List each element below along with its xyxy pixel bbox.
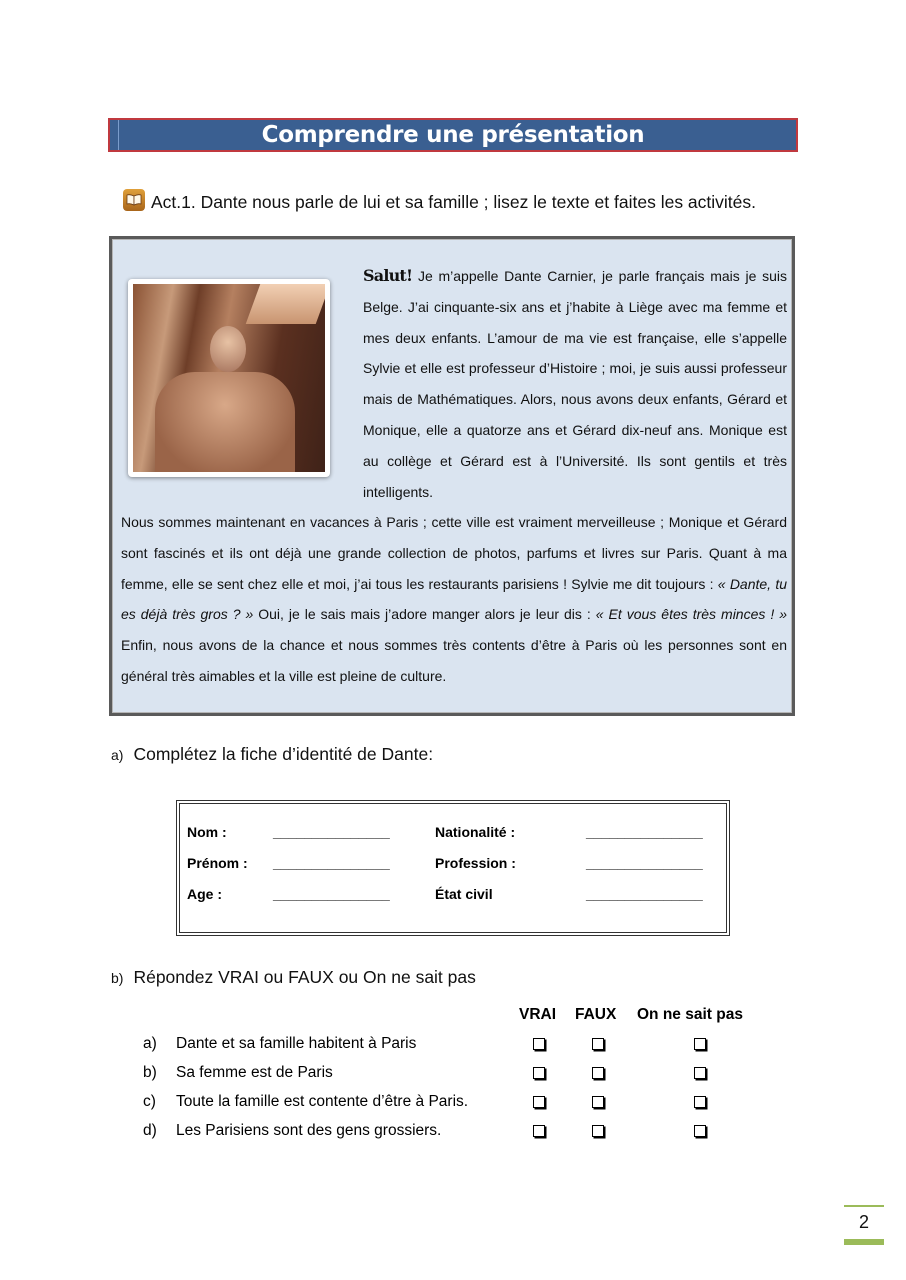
field-blank-profession[interactable]: _______________ bbox=[586, 855, 703, 871]
statement-text: Les Parisiens sont des gens grossiers. bbox=[176, 1122, 442, 1139]
section-a-heading: a) Complétez la fiche d’identité de Dante: bbox=[111, 744, 434, 764]
checkbox-vrai[interactable] bbox=[533, 1038, 545, 1050]
statement-row: d) Les Parisiens sont des gens grossiers. bbox=[143, 1122, 763, 1144]
identity-card bbox=[176, 800, 730, 936]
checkbox-faux[interactable] bbox=[592, 1125, 604, 1137]
field-label-prenom: Prénom : bbox=[187, 855, 248, 871]
statement-text: Dante et sa famille habitent à Paris bbox=[176, 1035, 417, 1052]
page-title: Comprendre une présentation bbox=[261, 122, 645, 148]
page-number-bottom-bar bbox=[844, 1239, 884, 1245]
statement-row: c) Toute la famille est contente d’être à Paris. bbox=[143, 1093, 763, 1115]
column-header-vrai: VRAI bbox=[519, 1006, 557, 1023]
checkbox-on-ne-sait-pas[interactable] bbox=[694, 1096, 706, 1108]
field-blank-nationalite[interactable]: _______________ bbox=[586, 824, 703, 840]
section-title-banner bbox=[108, 118, 798, 152]
quote-dante: « Et vous êtes très minces ! » bbox=[595, 606, 787, 623]
field-label-age: Age : bbox=[187, 886, 222, 902]
checkbox-faux[interactable] bbox=[592, 1038, 604, 1050]
statement-row: a) Dante et sa famille habitent à Paris bbox=[143, 1035, 763, 1057]
page-number: 2 bbox=[858, 1212, 869, 1232]
checkbox-vrai[interactable] bbox=[533, 1125, 545, 1137]
reading-paragraph-2: Nous sommes maintenant en vacances à Paris ; cette ville est vraiment merveilleuse ; Monique et Gérard sont fascinés et ils ont déjà une grande collection de photos, parfums et livres sur Paris. Quant à ma femme, elle se sent chez elle et moi, j’ai tous les restaurants parisiens ! Sylvie me dit toujours : « Dante, tu es déjà très gros ? » Oui, je le sais mais j’adore manger alors je leur dis : « Et vous êtes très minces ! » Enfin, nous avons de la chance et nous sommes très contents d’être à Paris où les personnes sont en général très aimables et la ville est pleine de culture. bbox=[121, 514, 788, 684]
quote-sylvie: « Dante, tu es déjà très gros ? » bbox=[121, 575, 788, 623]
reading-text-box bbox=[109, 236, 795, 716]
page-number-top-rule bbox=[844, 1205, 884, 1207]
greeting: Salut! bbox=[363, 266, 413, 285]
field-label-profession: Profession : bbox=[435, 855, 516, 871]
photo-image bbox=[133, 284, 325, 472]
checkbox-vrai[interactable] bbox=[533, 1067, 545, 1079]
checkbox-on-ne-sait-pas[interactable] bbox=[694, 1125, 706, 1137]
checkbox-vrai[interactable] bbox=[533, 1096, 545, 1108]
statement-text: Sa femme est de Paris bbox=[176, 1064, 333, 1081]
section-b-heading: b) Répondez VRAI ou FAUX ou On ne sait pas bbox=[111, 967, 476, 987]
activity-text: Act.1. Dante nous parle de lui et sa famille ; lisez le texte et faites les activités. bbox=[151, 192, 757, 212]
column-header-on-ne-sait-pas: On ne sait pas bbox=[637, 1006, 743, 1023]
checkbox-on-ne-sait-pas[interactable] bbox=[694, 1067, 706, 1079]
field-label-etat-civil: État civil bbox=[435, 886, 493, 902]
field-label-nationalite: Nationalité : bbox=[435, 824, 516, 840]
checkbox-faux[interactable] bbox=[592, 1067, 604, 1079]
field-label-nom: Nom : bbox=[187, 824, 227, 840]
column-header-faux: FAUX bbox=[575, 1006, 617, 1023]
activity-instruction bbox=[123, 192, 756, 213]
checkbox-faux[interactable] bbox=[592, 1096, 604, 1108]
checkbox-on-ne-sait-pas[interactable] bbox=[694, 1038, 706, 1050]
statement-text: Toute la famille est contente d’être à Paris. bbox=[176, 1093, 469, 1110]
page-number-block bbox=[844, 1205, 884, 1245]
field-blank-prenom[interactable]: _______________ bbox=[273, 855, 390, 871]
book-icon bbox=[123, 189, 145, 211]
field-blank-etat-civil[interactable]: _______________ bbox=[586, 886, 703, 902]
statement-row: b) Sa femme est de Paris bbox=[143, 1064, 763, 1086]
dante-photo bbox=[128, 279, 330, 477]
field-blank-age[interactable]: _______________ bbox=[273, 886, 390, 902]
field-blank-nom[interactable]: _______________ bbox=[273, 824, 390, 840]
reading-paragraph-1: Salut! Je m’appelle Dante Carnier, je parle français mais je suis Belge. J’ai cinquante-six ans et j’habite à Liège avec ma femme et mes deux enfants. L’amour de ma vie est française, elle s’appelle Sylvie et elle est professeur d’Histoire ; moi, je suis aussi professeur mais de Mathématiques. Alors, nous avons deux enfants, Gérard et Monique, elle a quatorze ans et Gérard dix-neuf ans. Monique est au collège et Gérard est à l’Université. Ils sont gentils et très intelligents. bbox=[363, 266, 787, 500]
